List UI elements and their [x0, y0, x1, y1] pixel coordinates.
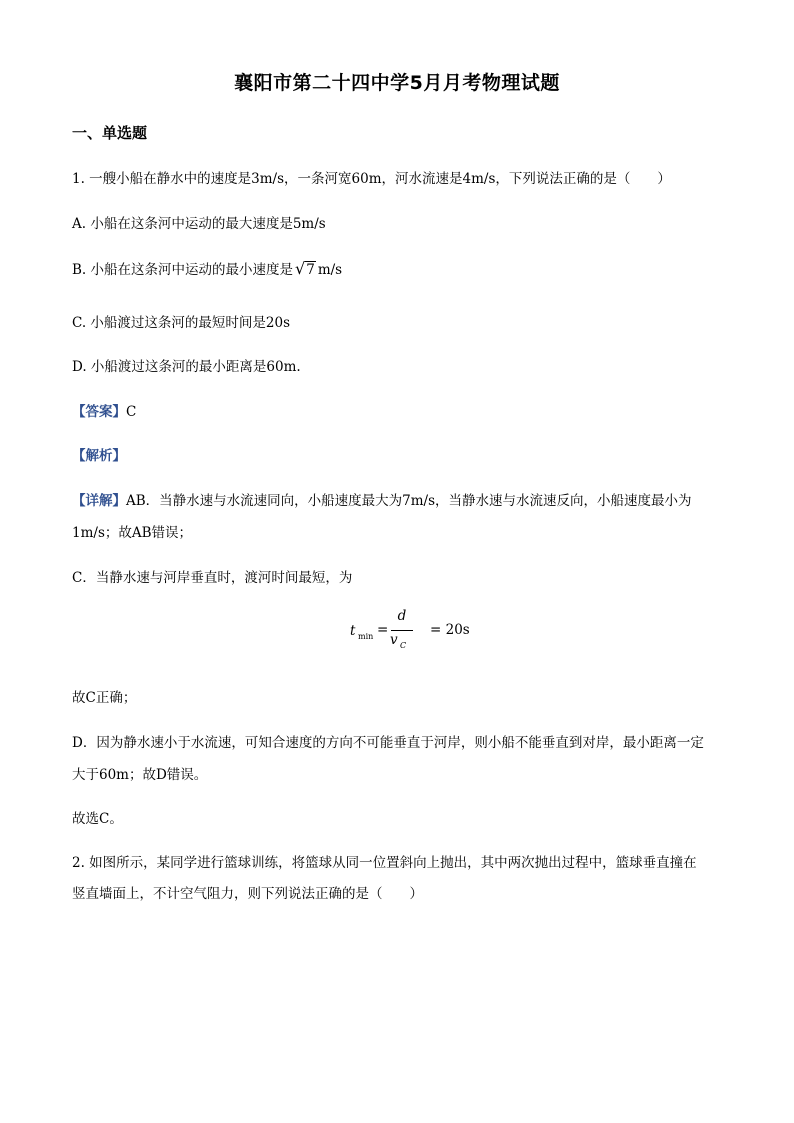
sqrt-icon: √ [295, 259, 306, 278]
formula-numerator: d [397, 608, 407, 624]
detail-c-line: C．当静水速与河岸垂直时，渡河时间最短，为 [72, 570, 353, 586]
detail-line-2: 1m/s；故AB错误； [72, 525, 193, 541]
answer-tag: 【答案】 [72, 404, 126, 420]
analysis-line [72, 444, 126, 464]
answer-value: C [126, 404, 137, 420]
question-1-option-a: A. 小船在这条河中运动的最大速度是5m/s [72, 216, 326, 232]
detail-line-1 [72, 489, 692, 509]
formula-result: = 20s [430, 622, 470, 638]
question-1-option-b [72, 258, 342, 278]
formula-t: t [350, 623, 356, 639]
detail-tag: 【详解】 [72, 493, 126, 509]
formula-denominator-subscript: C [400, 641, 407, 650]
formula-equals: = [377, 622, 389, 638]
section-heading: 一、单选题 [72, 124, 148, 142]
question-1-option-d: D. 小船渡过这条河的最小距离是60m. [72, 359, 301, 375]
sqrt-radicand: 7 [306, 262, 315, 278]
time-formula [350, 608, 490, 656]
fraction-bar [391, 630, 413, 631]
detail-ab-text: AB．当静水速与水流速同向，小船速度最大为7m/s，当静水速与水流速反向，小船速度最小为 [126, 493, 692, 509]
question-2-stem-line-2: 竖直墙面上，不计空气阻力，则下列说法正确的是（ ） [72, 886, 423, 902]
detail-d-line-2: 大于60m；故D错误。 [72, 767, 208, 783]
formula-denominator: v [390, 632, 398, 648]
choose-line: 故选C。 [72, 811, 123, 827]
option-b-text: B. 小船在这条河中运动的最小速度是 [72, 262, 294, 278]
question-1-option-c: C. 小船渡过这条河的最短时间是20s [72, 315, 291, 331]
analysis-tag: 【解析】 [72, 448, 126, 464]
detail-d-line-1: D．因为静水速小于水流速，可知合速度的方向不可能垂直于河岸，则小船不能垂直到对岸，最小距离一定 [72, 735, 704, 751]
question-1-stem: 1. 一艘小船在静水中的速度是3m/s，一条河宽60m，河水流速是4m/s，下列说法正确的是（ ） [72, 171, 671, 187]
c-correct-line: 故C正确； [72, 690, 137, 706]
option-b-unit: m/s [317, 262, 343, 278]
formula-t-subscript: min [358, 632, 374, 641]
answer-line [72, 400, 136, 420]
page-title: 襄阳市第二十四中学5月月考物理试题 [234, 72, 560, 94]
question-2-stem-line-1: 2. 如图所示，某同学进行篮球训练，将篮球从同一位置斜向上抛出，其中两次抛出过程中，篮球垂直撞在 [72, 855, 697, 871]
sqrt-expression [295, 259, 316, 278]
